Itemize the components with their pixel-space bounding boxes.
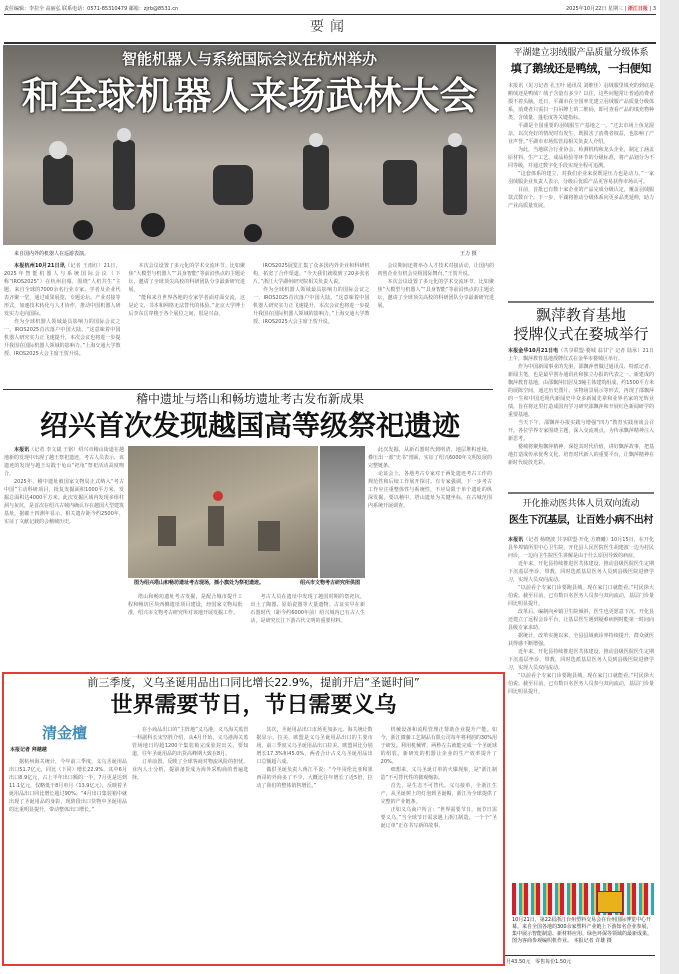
paragraph: 2025年，稽中遗址被国家文物局正式纳入“考古中国”主动科研项目，批复发掘面积1000平方米，发掘总面积达4000平方米。此次发掘区域内发现多组柱洞与灰坑，是首次在绍兴古城内确认存在越国大型建筑基址。据碳十四测年显示，相关遗存距今约2500年，实证了文献记载的会稽城历史。 bbox=[4, 479, 124, 525]
paragraph: 改革后，编制向乡镇卫生院倾斜，医生也更愿意下沉。开化县还建立了远程会诊平台，让基层医生遇到疑难病例时能第一时间向县级专家求助。 bbox=[508, 609, 654, 631]
paragraph: 作为全球机器人领域最具影响力的国际会议之一，IROS2025首次落户中国大陆。“这意味着中国机器人研究实力正飞速提升，本次会议也将进一步提升我国在国际机器人领域的影响力。”上海交通大学教授、IROS2025大会主席王贺升说。 bbox=[253, 287, 370, 325]
paragraph: 平湖是全国重要的羽绒服生产基地之一。“过去市场上鱼龙混杂，以次充好的情况时有发生，既损害了消费者权益，也影响了产业声誉。”平湖市市场监管局相关负责人介绍。 bbox=[508, 123, 654, 145]
archaeology-photo-1 bbox=[128, 446, 318, 578]
archaeology-col-4 bbox=[368, 446, 492, 666]
paragraph: 本报讯（见习记者 孔玉叶 通讯员 刘维佳）羽绒服里填充的到底是鹅绒还是鸭绒？绒子含量有多少？以往，这些问题常让普通消费者摸不着头脑。近日，平湖市在全国率先建立羽绒服产品质量分级体系，消费者只需扫一扫吊牌上的二维码，即可查看产品的填充物种类、含绒量、蓬松度等关键指标。 bbox=[508, 83, 654, 121]
paragraph: （共享联盟·婺城 翁甘宁 记者 陆承）21日上午，飘萍教育基地授牌仪式在金华市婺城区举行。 bbox=[508, 348, 654, 362]
paragraph: 作为全球机器人领域最具影响力的国际会议之一，IROS2025首次落户中国大陆。“这意味着中国机器人研究实力正飞速提升，本次会议也将进一步提升我国在国际机器人领域的影响力。”上海交通大学教授、IROS2025大会主席王贺升说。 bbox=[4, 319, 121, 357]
robot-subtitle: 智能机器人与系统国际会议在杭州举办 bbox=[121, 50, 377, 68]
paragraph: 会议期间还将举办人才技术对接活动，让国内的初创企业有机会亮相国际舞台。”王贺升说。 bbox=[377, 263, 494, 277]
paragraph: 据统计，改革实施以来，全县县域就诊率持续提升，群众就医获得感不断增强。 bbox=[508, 633, 654, 647]
robot-photo-credit: 王力 摄 bbox=[460, 251, 477, 257]
retail-price: 零售每份1.50元 bbox=[535, 959, 572, 965]
robot-title: 和全球机器人来场武林大会 bbox=[21, 74, 478, 118]
divider bbox=[3, 389, 493, 390]
paragraph: 做供圣诞负责人蒋江平说：“今年哥伦比亚和墨西哥的外商多了不少，大概比往年增长了近5倍，拉动了我们的整体销售增长。” bbox=[256, 767, 373, 789]
down-subtitle: 平湖建立羽绒服产品质量分级体系 bbox=[513, 48, 649, 58]
section-title: 要闻 bbox=[310, 19, 350, 35]
featured-article-box bbox=[2, 672, 505, 966]
archaeology-title: 绍兴首次发现越国高等级祭祀遗迹 bbox=[39, 409, 460, 442]
divider bbox=[508, 492, 654, 494]
paragraph: 婺城将聚焦飘萍精神，深挖其时代价值，讲好飘萍故事，把基地打造成传承优秀文化、培育时代新人的重要平台，让飘萍精神在新时代绽放光彩。 bbox=[508, 444, 654, 466]
archaeology-photo-2 bbox=[320, 446, 365, 578]
paragraph: 为此，当地联合行业协会、检测机构和龙头企业，制定了涵盖原材料、生产工艺、成品检验等环节的分级标准，将产品划分为不同等级，并通过数字化手段实现全程可追溯。 bbox=[508, 147, 654, 169]
robot-article-body bbox=[4, 262, 494, 370]
masthead-right: 2025年10月22日 星期三 | 浙江日报 | 3 bbox=[566, 5, 656, 12]
date: 2025年10月22日 星期三 bbox=[566, 5, 624, 12]
paragraph: 塔山和畅坊遗址考古发掘，是配合城市提升工程和畅坊区块西侧遗址项目建设，经国家文物局批准，绍兴市文物考古研究所对该地开展发掘工作。 bbox=[128, 594, 243, 616]
archaeology-subtitle: 稽中遗址与塔山和畅坊遗址考古发布新成果 bbox=[135, 392, 364, 406]
monthly-price: 月43.50元 bbox=[506, 959, 531, 965]
paragraph: 当天下午，邵飘萍办报实践与增强“四力”教育实践座谈会召开。各位学界专家围绕主题，深入交流观点，为传承飘萍精神注入新思考。 bbox=[508, 420, 654, 442]
caption-text: 10月21日，第22届浙江台州塑料交易会在台州国际博览中心开幕。来自全国各地的300余家塑料产业链上下游知名企业参展，集中展示智能制造、新材料应用、绿色环保等领域的最新成果。图为客商参观编织机作业。 bbox=[512, 917, 653, 944]
paragraph: 据杭州海关统计，今年前三季度，义乌圣诞用品出口51.7亿元，同比（下同）增长22.9%，其中6月出口8.9亿元，占上半年出口额的一半，7月更是达到11.1亿元，仅略低于8月单月（13.9亿元），反映着圣诞用品出口同比增长超过90%。“4月出口集装箱中就出现了圣诞用品的身影，现阶段出口货物中圣诞用品的比重明显提升，带动整体出口增长。” bbox=[9, 759, 127, 813]
paragraph: 机械设备和流程管理正帮助企业提升产能。如今，浙江微藤工艺制品有限公司每年将利润的30%用于研发。利用机械臂，两秒左右就能完成一个圣诞球的组装。新研发的机器让企业的生产效率提升了20%。 bbox=[380, 727, 497, 765]
dateline: 本报金华10月21日电 bbox=[508, 348, 559, 354]
paragraph: 在小商品出口的“主阵地”义乌港，义乌海关监管一科副科长宋坚胜介绍，从4月开始，义乌港海关监管场地日均超1200个集装箱完成验封出关。要知道，往年圣诞用品的出货高峰期大致在8月。 bbox=[132, 727, 249, 757]
paragraph: （记者 杨晓波 共享联盟·开化 方晓曦）10月15日，在开化县华埠镇所里中心卫生院，开化县人民医院医生胡建波一边为村民问诊，一边向卫生院医生讲解是由于什么原因导致的病症。 bbox=[508, 537, 654, 559]
divider bbox=[508, 301, 654, 303]
paragraph: 作为中国新闻事业的先驱，邵飘萍曾做过通讯员、特派记者、新闻主笔，也是最早创办通讯社和独立办报的代表之一。新建成的飘萍教育基地，由邵飘萍旧居及3幢主体建筑组成，约1500平方米的展陈空间，通过历史图片、实物场景展示等形式，再现了邵飘萍的一生和中国近现代新闻史中众多新闻先辈和业界名家的光辉业绩，旨在将这里打造成国内学习研究邵飘萍和开展红色新闻研学的重要基地。 bbox=[508, 364, 654, 418]
paragraph: 论证会上，各地考古专家对于两处遗迹考古工作的规范性和后续工作展开探讨。有专家强调，下一步考古工作应注重整体性与系统性，不应局限于单个遗址的纵深发掘，要以稽中、塔山遗址为关键坐标，在古城范围内系统开展调查。 bbox=[368, 471, 492, 509]
column-logo: 清金檀 bbox=[42, 724, 88, 742]
robot-photo-caption: 来自国内外的机器人在巡游表演。 bbox=[14, 251, 90, 257]
price-footer bbox=[506, 958, 571, 965]
dateline: 本报讯 bbox=[14, 447, 30, 453]
paragraph: 本次会议设置了多元化的学术交流环节。比如聚焦“大模型与机器人”“具身智能”等前沿热点的主题论坛，邀请了全球顶尖高校的科研团队分享最新研究进展。 bbox=[128, 263, 245, 293]
paragraph: （记者 王雨红）21日，2025年智能机器人与系统国际会议（下称“IROS2025”）在杭州启幕，围绕“人机共生”主题，来自全球的7000余名行业专家、学者及企业代表齐聚一堂，通过成果展览、专题论坛、产业对接等形式，加速技术转化与人才协作，推动中国机器人研发实力走向国际。 bbox=[4, 263, 121, 317]
edu-article-body bbox=[508, 347, 654, 487]
edu-title-2: 授牌仪式在婺城举行 bbox=[513, 325, 649, 343]
page-number: 3 bbox=[652, 5, 656, 12]
paragraph: IROS2025展览汇集了众多国内外企业和科研机构，拓宽了合作渠道。“今天我们就收到了20多张名片。”浙江大学湖州研究院相关负责人说。 bbox=[253, 263, 370, 285]
doctor-article-body bbox=[508, 536, 654, 880]
archaeology-photo-credit: 绍兴市文物考古研究所供图 bbox=[300, 580, 361, 586]
paragraph: （记者 李文斌 王铭）绍兴市稽山街道在越地新的发现中出现了越王祭祀遗迹。考古人员表示，该遗迹的发现与越王勾践于龟山“祀龟”祭祀活动高度吻合。 bbox=[4, 447, 124, 477]
doctor-subtitle: 开化推动医共体人员双向流动 bbox=[522, 499, 640, 509]
paragraph: 正如义乌商户所言：“世界需要节日，而节日需要义乌。”当全球节日需求遇上浙江制造，一个个“圣诞订单”正在书写新的故事。 bbox=[380, 807, 497, 829]
paragraph: 首先，是生态不可替代。义乌接单，全浙江生产，从圣诞树上的灯泡到圣诞帽，浙江为全球提供了完整的产业链条。 bbox=[380, 783, 497, 805]
robot-photo bbox=[3, 45, 496, 245]
paragraph: “以前看个专家门诊要跑县城，现在家门口就能看。”村民徐大伯说。截至目前，已有数百名医务人员参与双向流动，基层门诊量同比明显提升。 bbox=[508, 585, 654, 607]
byline: 本报记者 拜越越 bbox=[10, 747, 47, 753]
down-article-body bbox=[508, 82, 654, 292]
divider bbox=[4, 42, 656, 44]
down-title: 填了鹅绒还是鸭绒，一扫便知 bbox=[510, 62, 652, 75]
yiwu-subtitle: 前三季度，义乌圣诞用品出口同比增长22.9%，提前开启“圣诞时间” bbox=[87, 676, 420, 689]
photo-credit: 本报记者 许雄 摄 bbox=[573, 938, 612, 944]
paragraph: 订单前置，反映了全球客商对物流风险的担忧。业内人士分析，提前备货成为海外采购商的普遍选择。 bbox=[132, 759, 249, 781]
yiwu-cols bbox=[132, 726, 497, 958]
masthead-bar bbox=[4, 3, 656, 13]
doctor-title: 医生下沉基层，让百姓小病不出村 bbox=[509, 515, 653, 526]
dateline: 本报讯 bbox=[508, 537, 524, 543]
archaeology-photo-caption: 图为绍兴塔山和畅坊遗址考古现场，插小旗处为祭祀遗迹。 bbox=[134, 580, 265, 586]
paper-logo: 浙江日报 bbox=[627, 5, 648, 12]
paragraph: 近年来，开化县持续推进医共体建设，推动县级医院医生定期下沉基层坐诊、带教，同时选派基层医务人员到县级医院进修学习，实现人员双向流动。 bbox=[508, 649, 654, 671]
paragraph: 此次发掘，从新石器时代到明清，地层堆积连续，叠压出一部“史书”剖面，实证了绍兴6000年文明发展的完整链条。 bbox=[368, 447, 492, 469]
paragraph: “这套体系的建立，对我们企业来说既是压力也是动力。”一家羽绒服企业负责人表示，分级后优质产品更容易获得市场认可。 bbox=[508, 171, 654, 185]
yiwu-col-1 bbox=[9, 758, 127, 958]
paragraph: 目前，首批已有数十家企业的产品完成分级认定，覆盖羽绒服款式数百个。下一步，平湖将推动分级体系向更多品类延伸，助力产业高质量发展。 bbox=[508, 187, 654, 209]
divider bbox=[505, 955, 655, 956]
archaeology-cols-mid bbox=[128, 593, 365, 665]
yiwu-title: 世界需要节日，节日需要义乌 bbox=[110, 693, 397, 718]
divider bbox=[4, 14, 656, 15]
plastics-expo-caption bbox=[512, 917, 654, 945]
paragraph: “以前看个专家门诊要跑县城，现在家门口就能看。”村民徐大伯说。截至目前，已有数百名医务人员参与双向流动，基层门诊量同比明显提升。 bbox=[508, 673, 654, 695]
dateline: 本报杭州10月21日讯 bbox=[14, 263, 66, 269]
paragraph: 细想来，义乌圣诞订单的火爆现象，是“浙江制造”不可替代性的微观缩影。 bbox=[380, 767, 497, 781]
paragraph: 其次，圣诞用品出口市场更加多元。海关统计数据显示，拉美、欧盟是义乌圣诞用品出口的主要市场，前三季度义乌圣诞用品出口拉美、欧盟同比分别增长17.3%和45.0%，两者合计占义乌圣诞用品出口总额超六成。 bbox=[256, 727, 373, 765]
paragraph: “能和来自世界各地的专家学者面对面交流，这是论文、书本和网络无法替代的体验。”北京大学博士后李东岳穿梭于各个展位之间，很是兴奋。 bbox=[128, 295, 245, 317]
archaeology-col-1 bbox=[4, 446, 124, 666]
paragraph: 考古人员在遗址中发现了越国时期的祭祀坑，出土了陶器、原始瓷器等大量遗物。古证实早在新石器时代（距今约6000年前）绍兴城内已有古人生活，是研究长江下游古代文明的重要材料。 bbox=[250, 594, 365, 624]
edu-title-1: 飘萍教育基地 bbox=[535, 306, 626, 324]
plastics-expo-photo bbox=[512, 883, 654, 915]
editors-info: 责任编辑：李拉全 高丽弘 联系电话：0571-85310479 邮箱：zjrb@8531.cn bbox=[4, 5, 179, 12]
paragraph: 近年来，开化县持续推进医共体建设，推动县级医院医生定期下沉基层坐诊、带教，同时选派基层医务人员到县级医院进修学习，实现人员双向流动。 bbox=[508, 561, 654, 583]
paragraph: 本次会议设置了多元化的学术交流环节。比如聚焦“大模型与机器人”“具身智能”等前沿热点的主题论坛，邀请了全球顶尖高校的科研团队分享最新研究进展。 bbox=[377, 279, 494, 309]
